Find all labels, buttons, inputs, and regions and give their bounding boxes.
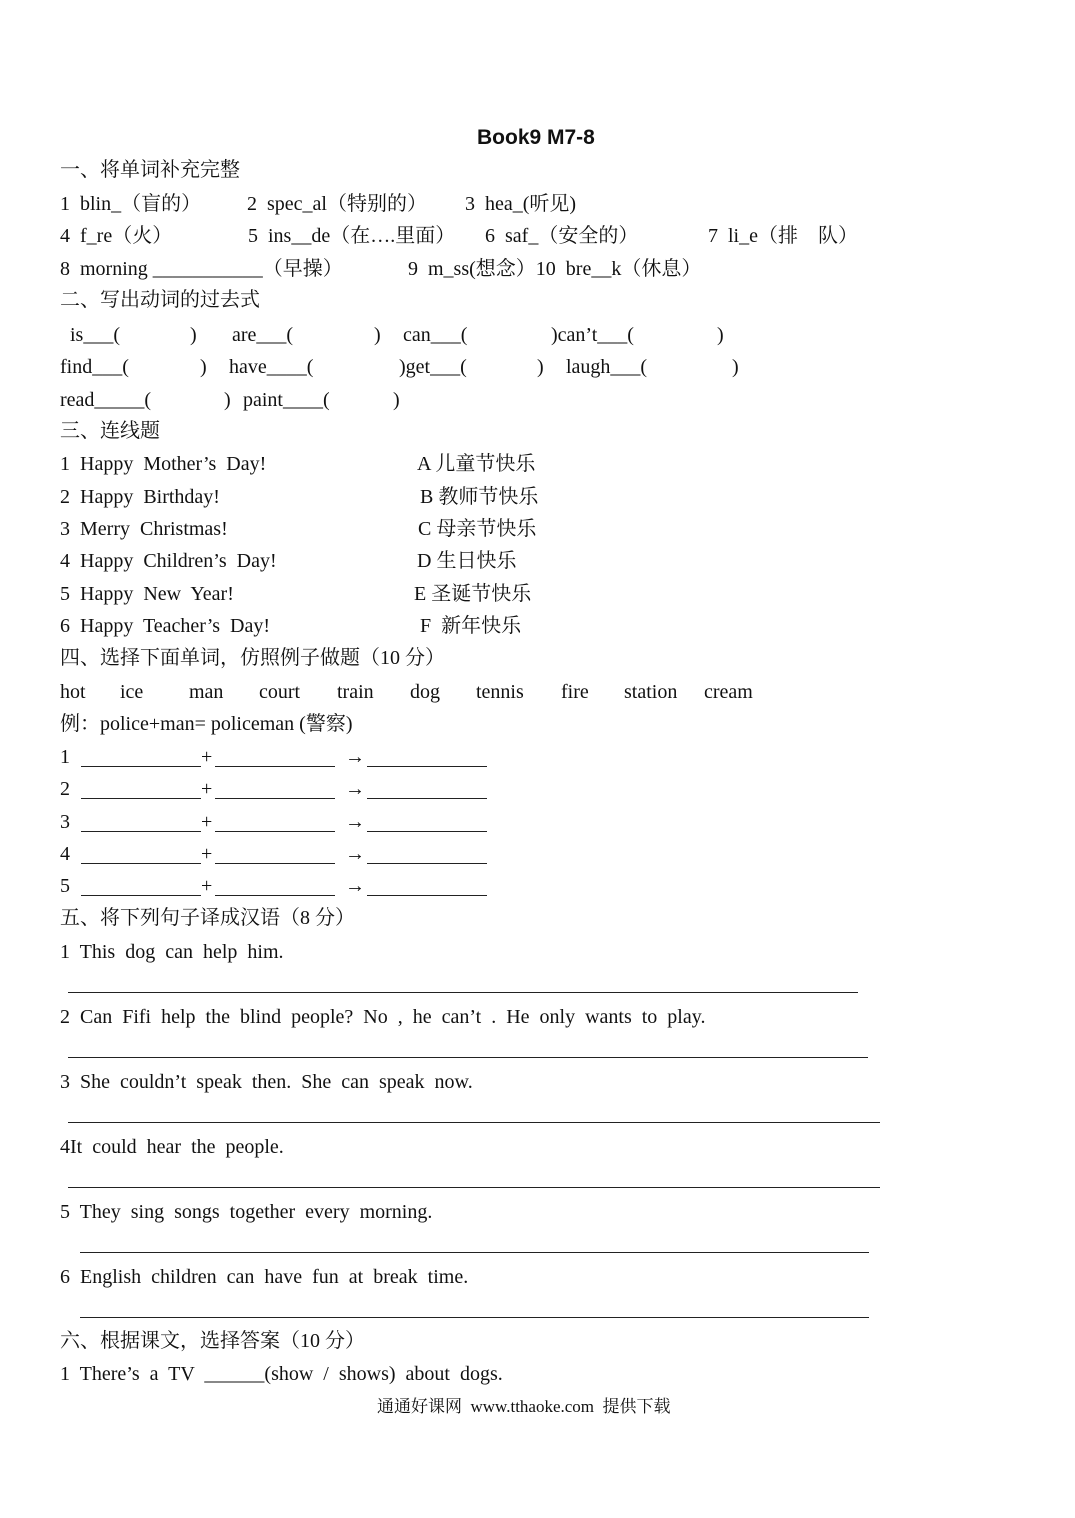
s2-paren: ) [374,324,381,346]
s1-item-7: 7 li_e（排 队） [708,225,858,247]
s2-paren: ) [717,324,724,346]
answer-line[interactable] [81,895,201,896]
s1-item-2: 2 spec_al（特别的） [247,193,427,215]
s2-paren: ) [200,356,207,378]
s2-laugh: laugh___( [566,356,648,378]
arrow: → [345,778,365,800]
s2-cant: )can’t___( [551,324,634,346]
footer-source: 通通好课网 www.tthaoke.com 提供下载 [377,1397,671,1416]
word-man: man [189,681,224,703]
word-ice: ice [120,681,144,703]
compound-num: 1 [60,746,70,768]
sentence-2: 2 Can Fifi help the blind people? No , he can’t . He only wants to play. [60,1006,706,1028]
match-left-6: 6 Happy Teacher’s Day! [60,615,271,637]
word-fire: fire [561,681,589,703]
answer-line[interactable] [367,766,487,767]
arrow: → [345,843,365,865]
plus-sign: + [201,746,213,768]
match-right-f: F 新年快乐 [420,615,522,637]
answer-line[interactable] [215,766,335,767]
match-left-1: 1 Happy Mother’s Day! [60,453,267,475]
s2-paren: ) [732,356,739,378]
word-dog: dog [410,681,440,703]
answer-line[interactable] [367,798,487,799]
section-3-header: 三、连线题 [60,420,160,442]
plus-sign: + [201,843,213,865]
translation-line[interactable] [68,1187,880,1188]
match-right-e: E 圣诞节快乐 [414,583,532,605]
plus-sign: + [201,811,213,833]
sentence-1: 1 This dog can help him. [60,941,284,963]
arrow: → [345,811,365,833]
sentence-3: 3 She couldn’t speak then. She can speak now. [60,1071,473,1093]
match-left-4: 4 Happy Children’s Day! [60,550,277,572]
compound-num: 4 [60,843,70,865]
compound-num: 2 [60,778,70,800]
answer-line[interactable] [215,863,335,864]
section-6-header: 六、根据课文，选择答案（10 分） [60,1330,365,1352]
answer-line[interactable] [367,863,487,864]
sentence-6: 6 English children can have fun at break time. [60,1266,469,1288]
s2-paren: ) [224,389,231,411]
word-train: train [337,681,374,703]
translation-line[interactable] [68,992,858,993]
section-4-header: 四、选择下面单词，仿照例子做题（10 分） [60,647,445,669]
translation-line[interactable] [68,1057,868,1058]
s2-read: read_____( [60,389,152,411]
sentence-4: 4It could hear the people. [60,1136,284,1158]
s1-item-4: 4 f_re（火） [60,225,173,247]
s1-item-1: 1 blin_（盲的） [60,193,202,215]
s2-paint: paint____( [243,389,330,411]
s2-can: can___( [403,324,468,346]
answer-line[interactable] [367,831,487,832]
answer-line[interactable] [81,863,201,864]
word-station: station [624,681,678,703]
match-left-5: 5 Happy New Year! [60,583,234,605]
s2-paren: ) [537,356,544,378]
answer-line[interactable] [81,831,201,832]
arrow: → [345,875,365,897]
section-2-header: 二、写出动词的过去式 [60,289,260,311]
match-right-c: C 母亲节快乐 [418,518,537,540]
compound-num: 5 [60,875,70,897]
compound-num: 3 [60,811,70,833]
translation-line[interactable] [80,1252,869,1253]
s2-paren: ) [190,324,197,346]
translation-line[interactable] [68,1122,880,1123]
s2-is: is___( [70,324,120,346]
match-right-a: A 儿童节快乐 [417,453,536,475]
s2-are: are___( [232,324,294,346]
s1-item-8: 8 morning ___________（早操） [60,258,343,280]
s1-item-5: 5 ins__de（在….里面） [248,225,456,247]
plus-sign: + [201,875,213,897]
s2-find: find___( [60,356,129,378]
question-1: 1 There’s a TV ______(show / shows) about dogs. [60,1363,503,1385]
s1-item-6: 6 saf_（安全的） [485,225,639,247]
s1-item-3: 3 hea_(听见) [465,193,577,215]
word-tennis: tennis [476,681,524,703]
answer-line[interactable] [81,798,201,799]
page-title: Book9 M7-8 [477,126,595,149]
match-left-2: 2 Happy Birthday! [60,486,220,508]
example-line: 例：police+man= policeman (警察) [60,713,353,735]
answer-line[interactable] [215,831,335,832]
match-left-3: 3 Merry Christmas! [60,518,228,540]
s2-have: have____( [229,356,314,378]
s1-item-9-10: 9 m_ss(想念）10 bre__k（休息） [408,258,702,280]
word-court: court [259,681,301,703]
section-1-header: 一、将单词补充完整 [60,159,240,181]
answer-line[interactable] [367,895,487,896]
answer-line[interactable] [215,798,335,799]
plus-sign: + [201,778,213,800]
s2-get: )get___( [399,356,467,378]
answer-line[interactable] [81,766,201,767]
arrow: → [345,746,365,768]
s2-paren: ) [393,389,400,411]
word-cream: cream [704,681,753,703]
match-right-d: D 生日快乐 [417,550,517,572]
match-right-b: B 教师节快乐 [420,486,539,508]
section-5-header: 五、将下列句子译成汉语（8 分） [60,907,355,929]
answer-line[interactable] [215,895,335,896]
word-hot: hot [60,681,86,703]
translation-line[interactable] [80,1317,869,1318]
sentence-5: 5 They sing songs together every morning. [60,1201,433,1223]
